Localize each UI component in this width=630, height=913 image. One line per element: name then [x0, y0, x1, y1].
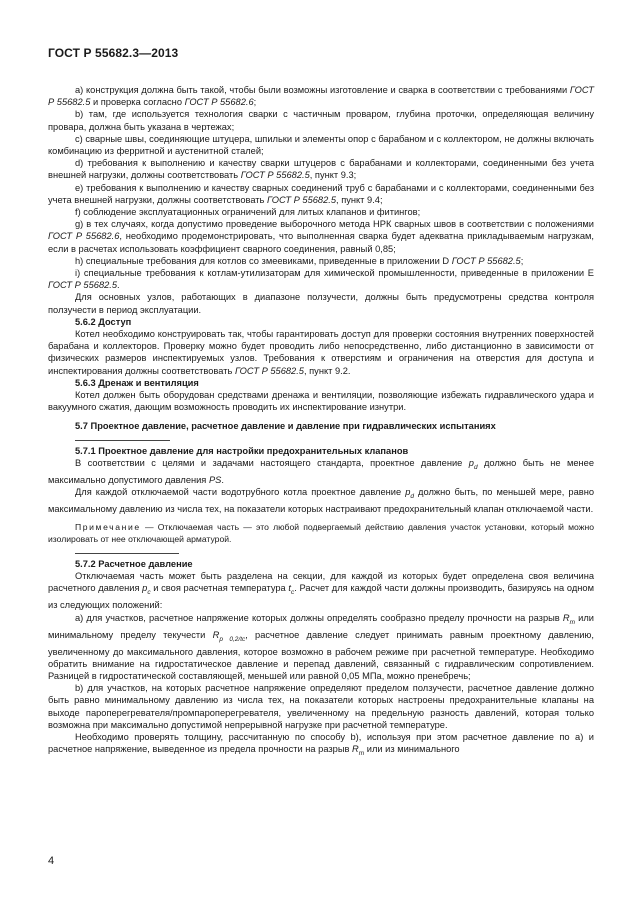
- section-5-6-3-title: 5.6.3 Дренаж и вентиляция: [75, 377, 199, 388]
- divider: [75, 553, 179, 554]
- page-content: [48, 84, 594, 760]
- section-5-7-1-title: 5.7.1 Проектное давление для настройки предохранительных клапанов: [75, 445, 409, 456]
- list-item: d) требования к выполнению и качеству сварки штуцеров с барабанами и коллекторами, соединенными без учета внешней нагрузки, должны соответствовать ГОСТ Р 55682.5, пункт 9.3;: [48, 158, 594, 181]
- paragraph: Отключаемая часть может быть разделена на секции, для каждой из которых будет определена своя величина расчетного давления $p_c$ и своя расчетная температура $t_c$. Расчет для каждой части должны производить, базируясь на одном из следующих положений:: [48, 571, 594, 611]
- paragraph: Необходимо проверять толщину, рассчитанную по способу b), используя при этом расчетное давление по а) и расчетное напряжение, выведенное из предела прочности на разрыв $R_m$ или из минимального: [48, 732, 594, 758]
- list-item: i) специальные требования к котлам-утилизаторам для химической промышленности, приведенные в приложении Е ГОСТ Р 55682.5.: [48, 268, 594, 291]
- note: [48, 522, 594, 544]
- list-item: g) в тех случаях, когда допустимо проведение выборочного метода НРК сварных швов в соответствии с положениями ГОСТ Р 55682.6, необходимо продемонстрировать, что выполненная сварка будет адекватна прикладываемым нагрузкам, если в расчетах использовать коэффициент сварного соединения, равный 0,85;: [48, 219, 594, 254]
- divider: [75, 440, 170, 441]
- paragraph: Котел должен быть оборудован средствами дренажа и вентиляции, позволяющие избежать гидравлического удара и вакуумного сжатия, дающим возможность проводить их инспектирование изнутри.: [48, 390, 594, 413]
- page-number: 4: [48, 855, 55, 867]
- document-header: ГОСТ Р 55682.3—2013: [48, 46, 179, 60]
- list-item: Для основных узлов, работающих в диапазоне ползучести, должны быть предусмотрены средства контроля ползучести в период эксплуатации.: [48, 292, 594, 315]
- list-item: f) соблюдение эксплуатационных ограничений для литых клапанов и фитингов;: [75, 207, 421, 218]
- section-5-7-title: 5.7 Проектное давление, расчетное давление и давление при гидравлических испытаниях: [75, 421, 496, 432]
- paragraph: Для каждой отключаемой части водотрубного котла проектное давление $p_d$ должно быть, по меньшей мере, равно максимальному давлению из числа тех, на показатели которых настраивают предохранительный клапан отключаемой части.: [48, 487, 594, 515]
- list-item: c) сварные швы, соединяющие штуцера, шпильки и элементы опор с барабаном и с коллектором, не должны включать комбинацию из ферритной и аустенитной сталей;: [48, 133, 594, 157]
- list-item: h) специальные требования для котлов со змеевиками, приведенные в приложении D ГОСТ Р 55682.5;: [75, 255, 524, 266]
- list-item: b) там, где используется технология сварки с частичным проваром, глубина проточки, определяющая величину провара, должна быть указана в чертежах;: [48, 109, 594, 132]
- paragraph: В соответствии с целями и задачами настоящего стандарта, проектное давление $p_d$ должно быть не менее максимально допустимого давления PS.: [48, 457, 594, 485]
- paragraph: Котел необходимо конструировать так, чтобы гарантировать доступ для проверки состояния внутренних поверхностей барабана и коллекторов. Проверку можно будет проводить либо непосредственно, либо дистанционно в зависимости от физических размеров инспектируемых узлов. Требования к отверстиям и ограничения на отверстия для доступа и инспектирования должны соответствовать ГОСТ Р 55682.5, пункт 9.2.: [48, 329, 594, 376]
- list-item: b) для участков, на которых расчетное напряжение определяют пределом ползучести, расчетное давление должно быть равно минимальному давлению из числа тех, на показатели которых настроены предохранительные клапаны на выходе пароперегревателя/промпароперегревателя, увеличенному на предельную разность давлений, которая только возможна при максимально допустимой непрерывной нагрузке при расчетной температуре.: [48, 683, 594, 730]
- section-5-6-2-title: 5.6.2 Доступ: [75, 316, 132, 327]
- requirements-list: [48, 84, 594, 316]
- list-item: а) конструкция должна быть такой, чтобы были возможны изготовление и сварка в соответствии с требованиями ГОСТ Р 55682.5 и проверка согласно ГОСТ Р 55682.6;: [48, 85, 594, 108]
- section-5-7-2-title: 5.7.2 Расчетное давление: [75, 558, 193, 569]
- list-item: а) для участков, расчетное напряжение которых должны определять сообразно пределу прочности на разрыв $R_m$ или минимальному пределу текучести $R_{p 0,2/tc}$, расчетное давление следует принимать равным проектному давлению, увеличенному до максимального давления, которое возможно в рабочем режиме при расчетной температуре. Необходимо обратить внимание на гидростатическое давление и перепад давлений, связанный с гидравлическим сопротивлением. Разницей в гидростатической составляющей, меньшей или равной 0,05 МПа, можно пренебречь;: [48, 612, 594, 682]
- list-item: e) требования к выполнению и качеству сварных соединений труб с барабанами и с коллекторами, соединенными без учета внешней нагрузки, должны соответствовать ГОСТ Р 55682.5, пункт 9.4;: [48, 182, 594, 205]
- note-text: — Отключаемая часть — это любой подвергаемый действию давления участок установки, который можно изолировать от нее отключающей арматурой.: [48, 522, 594, 544]
- note-label: Примечание: [75, 522, 141, 533]
